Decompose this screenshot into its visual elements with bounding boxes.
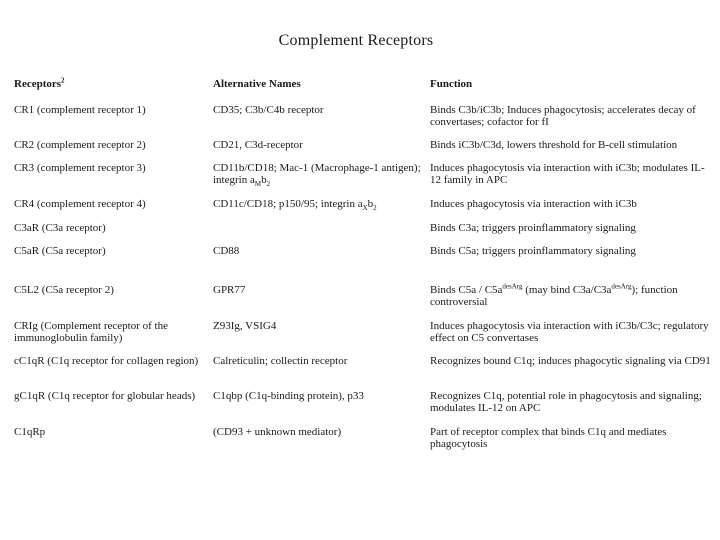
- receptor-c5ar: C5aR (C5a receptor): [14, 245, 106, 257]
- receptor-cr2: CR2 (complement receptor 2): [14, 139, 146, 151]
- alt-cr4: CD11c/CD18; p150/95; integrin $a_Xb_2$: [213, 198, 377, 213]
- function-gc1qr: Recognizes C1q, potential role in phagocytosis and signaling; modulates IL-12 on APC: [430, 390, 702, 414]
- alt-cc1qr: Calreticulin; collectin receptor: [213, 355, 348, 367]
- receptor-cr4: CR4 (complement receptor 4): [14, 198, 146, 210]
- receptor-gc1qr: gC1qR (C1q receptor for globular heads): [14, 390, 196, 402]
- header-receptors: Receptors$^2$: [14, 76, 65, 90]
- function-c5ar: Binds C5a; triggers proinflammatory signaling: [430, 245, 636, 257]
- receptor-cr1: CR1 (complement receptor 1): [14, 104, 146, 116]
- function-cr2: Binds iC3b/C3d, lowers threshold for B-cell stimulation: [430, 139, 678, 151]
- receptor-crig: CRIg (Complement receptor of the immunoglobulin family): [14, 320, 168, 344]
- function-cr1: Binds C3b/iC3b; Induces phagocytosis; accelerates decay of convertases; cofactor for fI: [430, 104, 696, 128]
- alt-c1qrp: (CD93 + unknown mediator): [213, 426, 342, 438]
- receptor-cr3: CR3 (complement receptor 3): [14, 162, 146, 174]
- receptor-c3ar: C3aR (C3a receptor): [14, 222, 106, 234]
- header-function: Function: [430, 78, 473, 90]
- function-cr3: Induces phagocytosis via interaction with iC3b; modulates IL-12 family in APC: [430, 162, 705, 186]
- alt-cr3: CD11b/CD18; Mac-1 (Macrophage-1 antigen); integrin $a_Mb_2$: [213, 162, 421, 189]
- function-c5l2: Binds $C5a / C5a^{desArg}$ (may bind $C3a/C3a^{desArg}$); function controversial: [430, 282, 678, 308]
- page-title: Complement Receptors: [278, 32, 434, 49]
- alt-cr1: CD35; C3b/C4b receptor: [213, 104, 324, 116]
- receptor-c5l2: C5L2 (C5a receptor 2): [14, 284, 114, 296]
- receptor-c1qrp: C1qRp: [14, 426, 46, 438]
- function-crig: Induces phagocytosis via interaction with iC3b/C3c; regulatory effect on C5 convertases: [430, 320, 709, 344]
- alt-gc1qr: C1qbp (C1q-binding protein), p33: [213, 390, 364, 402]
- function-cr4: Induces phagocytosis via interaction with iC3b: [430, 198, 637, 210]
- alt-c5l2: GPR77: [213, 284, 246, 296]
- function-c3ar: Binds C3a; triggers proinflammatory signaling: [430, 222, 636, 234]
- function-cc1qr: Recognizes bound C1q; induces phagocytic signaling via CD91: [430, 355, 711, 367]
- alt-c5ar: CD88: [213, 245, 240, 257]
- alt-crig: Z93Ig, VSIG4: [213, 320, 277, 332]
- alt-cr2: CD21, C3d-receptor: [213, 139, 303, 151]
- header-alternative-names: Alternative Names: [213, 78, 301, 90]
- function-c1qrp: Part of receptor complex that binds C1q and mediates phagocytosis: [430, 426, 667, 450]
- receptor-cc1qr: cC1qR (C1q receptor for collagen region): [14, 355, 199, 367]
